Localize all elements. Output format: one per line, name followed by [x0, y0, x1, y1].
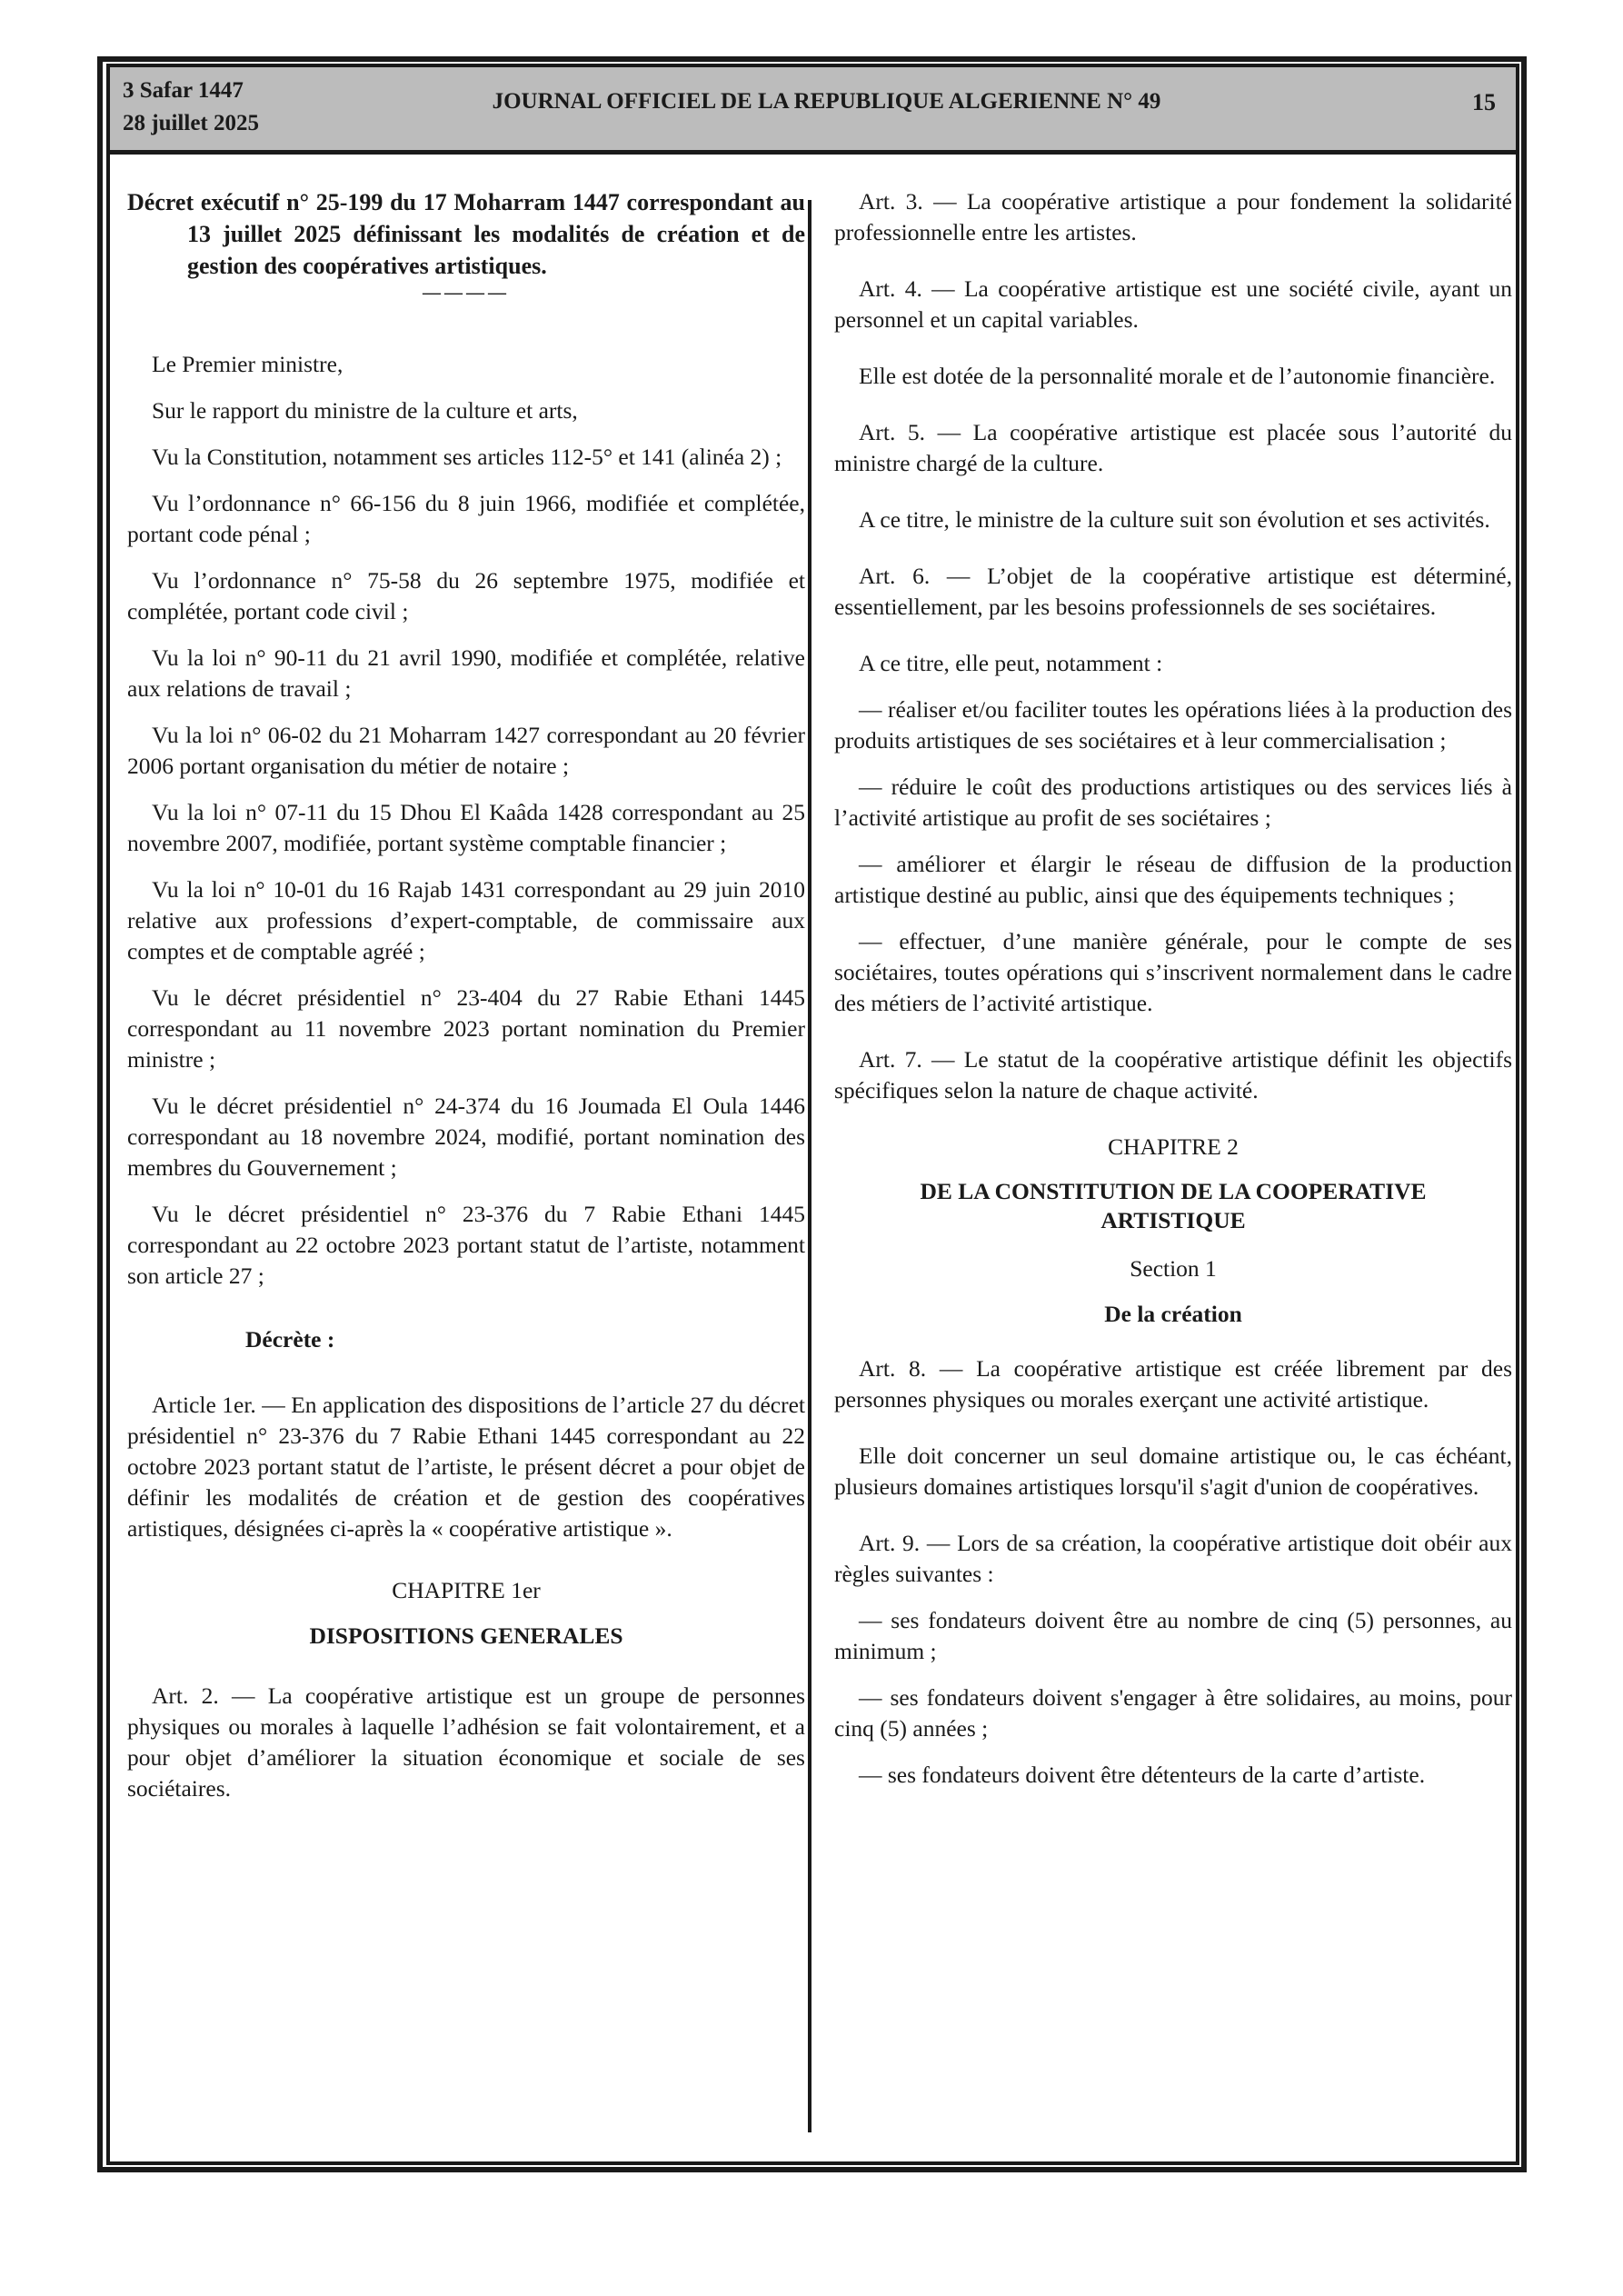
- journal-header: [110, 67, 1516, 155]
- article-6-intro: A ce titre, elle peut, notamment :: [859, 650, 1163, 676]
- preamble-line: Sur le rapport du ministre de la culture et arts,: [152, 397, 578, 424]
- article-5: Art. 5. — La coopérative artistique est placée sous l’autorité du ministre chargé de la culture.: [834, 419, 1512, 476]
- article-9-item: — ses fondateurs doivent être détenteurs de la carte d’artiste.: [859, 1762, 1426, 1788]
- article-3: Art. 3. — La coopérative artistique a pour fondement la solidarité professionnelle entre les artistes.: [834, 188, 1512, 245]
- article-4-paragraph-2: Elle est dotée de la personnalité morale et de l’autonomie financière.: [859, 363, 1496, 389]
- hijri-date: 3 Safar 1447: [123, 78, 244, 103]
- chapter-2-label: CHAPITRE 2: [1108, 1133, 1239, 1160]
- column-separator: [808, 200, 812, 2132]
- page-number: 15: [1472, 89, 1496, 115]
- preamble-line: Vu la loi n° 07-11 du 15 Dhou El Kaâda 1428 correspondant au 25 novembre 2007, modifiée, portant système comptable financier ;: [127, 799, 805, 856]
- decree-title: Décret exécutif n° 25-199 du 17 Moharram 1447 correspondant au 13 juillet 2025 définissant les modalités de création et de gestion des coopératives artistiques.: [127, 189, 805, 279]
- preamble-line: Vu le décret présidentiel n° 23-376 du 7 Rabie Ethani 1445 correspondant au 22 octobre 2023 portant statut de l’artiste, notamment son article 27 ;: [127, 1201, 805, 1289]
- article-4: Art. 4. — La coopérative artistique est une société civile, ayant un personnel et un capital variables.: [834, 275, 1512, 333]
- chapter-1-label: CHAPITRE 1er: [392, 1577, 541, 1603]
- article-8-paragraph-2: Elle doit concerner un seul domaine artistique ou, le cas échéant, plusieurs domaines artistiques lorsqu'il s'agit d'union de coopératives.: [834, 1442, 1512, 1500]
- article-9: Art. 9. — Lors de sa création, la coopérative artistique doit obéir aux règles suivantes :: [834, 1530, 1512, 1587]
- gregorian-date: 28 juillet 2025: [123, 111, 259, 135]
- article-2: Art. 2. — La coopérative artistique est un groupe de personnes physiques ou morales à laquelle l’adhésion se fait volontairement, et a pour objet d’améliorer la situation économique et sociale de ses sociétaires.: [127, 1682, 805, 1802]
- article-6-item: — améliorer et élargir le réseau de diffusion de la production artistique destiné au public, ainsi que des équipements techniques ;: [834, 851, 1512, 908]
- preamble-line: Vu l’ordonnance n° 66-156 du 8 juin 1966, modifiée et complétée, portant code pénal ;: [127, 490, 805, 547]
- article-1: Article 1er. — En application des dispositions de l’article 27 du décret présidentiel n° 23-376 du 7 Rabie Ethani 1445 correspondant au 22 octobre 2023 portant statut de l’artiste, le présent décret a pour objet de définir les modalités de création et de gestion des coopératives artistiques, désignées ci-après la « coopérative artistique ».: [127, 1392, 805, 1542]
- article-6: Art. 6. — L’objet de la coopérative artistique est déterminé, essentiellement, par les besoins professionnels de ses sociétaires.: [834, 563, 1512, 620]
- preamble-line: Vu la Constitution, notamment ses articles 112-5° et 141 (alinéa 2) ;: [152, 444, 782, 470]
- preamble-line: Vu l’ordonnance n° 75-58 du 26 septembre 1975, modifiée et complétée, portant code civil ;: [127, 567, 805, 624]
- decrete-heading: Décrète :: [245, 1326, 335, 1353]
- section-1-title: De la création: [1104, 1301, 1242, 1327]
- section-1-label: Section 1: [1130, 1255, 1217, 1282]
- left-column: [127, 186, 805, 1820]
- article-8: Art. 8. — La coopérative artistique est créée librement par des personnes physiques ou morales exerçant une activité artistique.: [834, 1355, 1512, 1413]
- preamble-line: Vu le décret présidentiel n° 23-404 du 27 Rabie Ethani 1445 correspondant au 11 novembre 2023 portant nomination du Premier ministre ;: [127, 984, 805, 1073]
- title-separator: ————: [423, 283, 510, 303]
- article-6-item: — réaliser et/ou faciliter toutes les opérations liées à la production des produits artistiques de ses sociétaires et à leur commercialisation ;: [834, 696, 1512, 754]
- article-6-item: — réduire le coût des productions artistiques ou des services liés à l’activité artistique au profit de ses sociétaires ;: [834, 774, 1512, 831]
- preamble-line: Vu la loi n° 10-01 du 16 Rajab 1431 correspondant au 29 juin 2010 relative aux professions d’expert-comptable, de commissaire aux comptes et de comptable agréé ;: [127, 876, 805, 964]
- chapter-1-title: DISPOSITIONS GENERALES: [309, 1622, 623, 1649]
- preamble-line: Vu la loi n° 90-11 du 21 avril 1990, modifiée et complétée, relative aux relations de travail ;: [127, 644, 805, 702]
- article-9-item: — ses fondateurs doivent être au nombre de cinq (5) personnes, au minimum ;: [834, 1607, 1512, 1664]
- preamble-line: Vu le décret présidentiel n° 24-374 du 16 Joumada El Oula 1446 correspondant au 18 novembre 2024, modifié, portant nomination des membres du Gouvernement ;: [127, 1093, 805, 1181]
- preamble-line: Le Premier ministre,: [152, 351, 344, 377]
- right-column: [834, 186, 1512, 1806]
- article-7: Art. 7. — Le statut de la coopérative artistique définit les objectifs spécifiques selon la nature de chaque activité.: [834, 1046, 1512, 1103]
- preamble-line: Vu la loi n° 06-02 du 21 Moharram 1427 correspondant au 20 février 2006 portant organisation du métier de notaire ;: [127, 722, 805, 779]
- article-6-item: — effectuer, d’une manière générale, pour le compte de ses sociétaires, toutes opérations qui s’inscrivent normalement dans le cadre des métiers de l’activité artistique.: [834, 928, 1512, 1016]
- journal-title: JOURNAL OFFICIEL DE LA REPUBLIQUE ALGERIENNE N° 49: [492, 89, 1161, 114]
- article-9-item: — ses fondateurs doivent s'engager à être solidaires, au moins, pour cinq (5) années ;: [834, 1684, 1512, 1742]
- chapter-2-title: DE LA CONSTITUTION DE LA COOPERATIVE ARTISTIQUE: [920, 1178, 1427, 1233]
- article-5-paragraph-2: A ce titre, le ministre de la culture suit son évolution et ses activités.: [859, 506, 1490, 533]
